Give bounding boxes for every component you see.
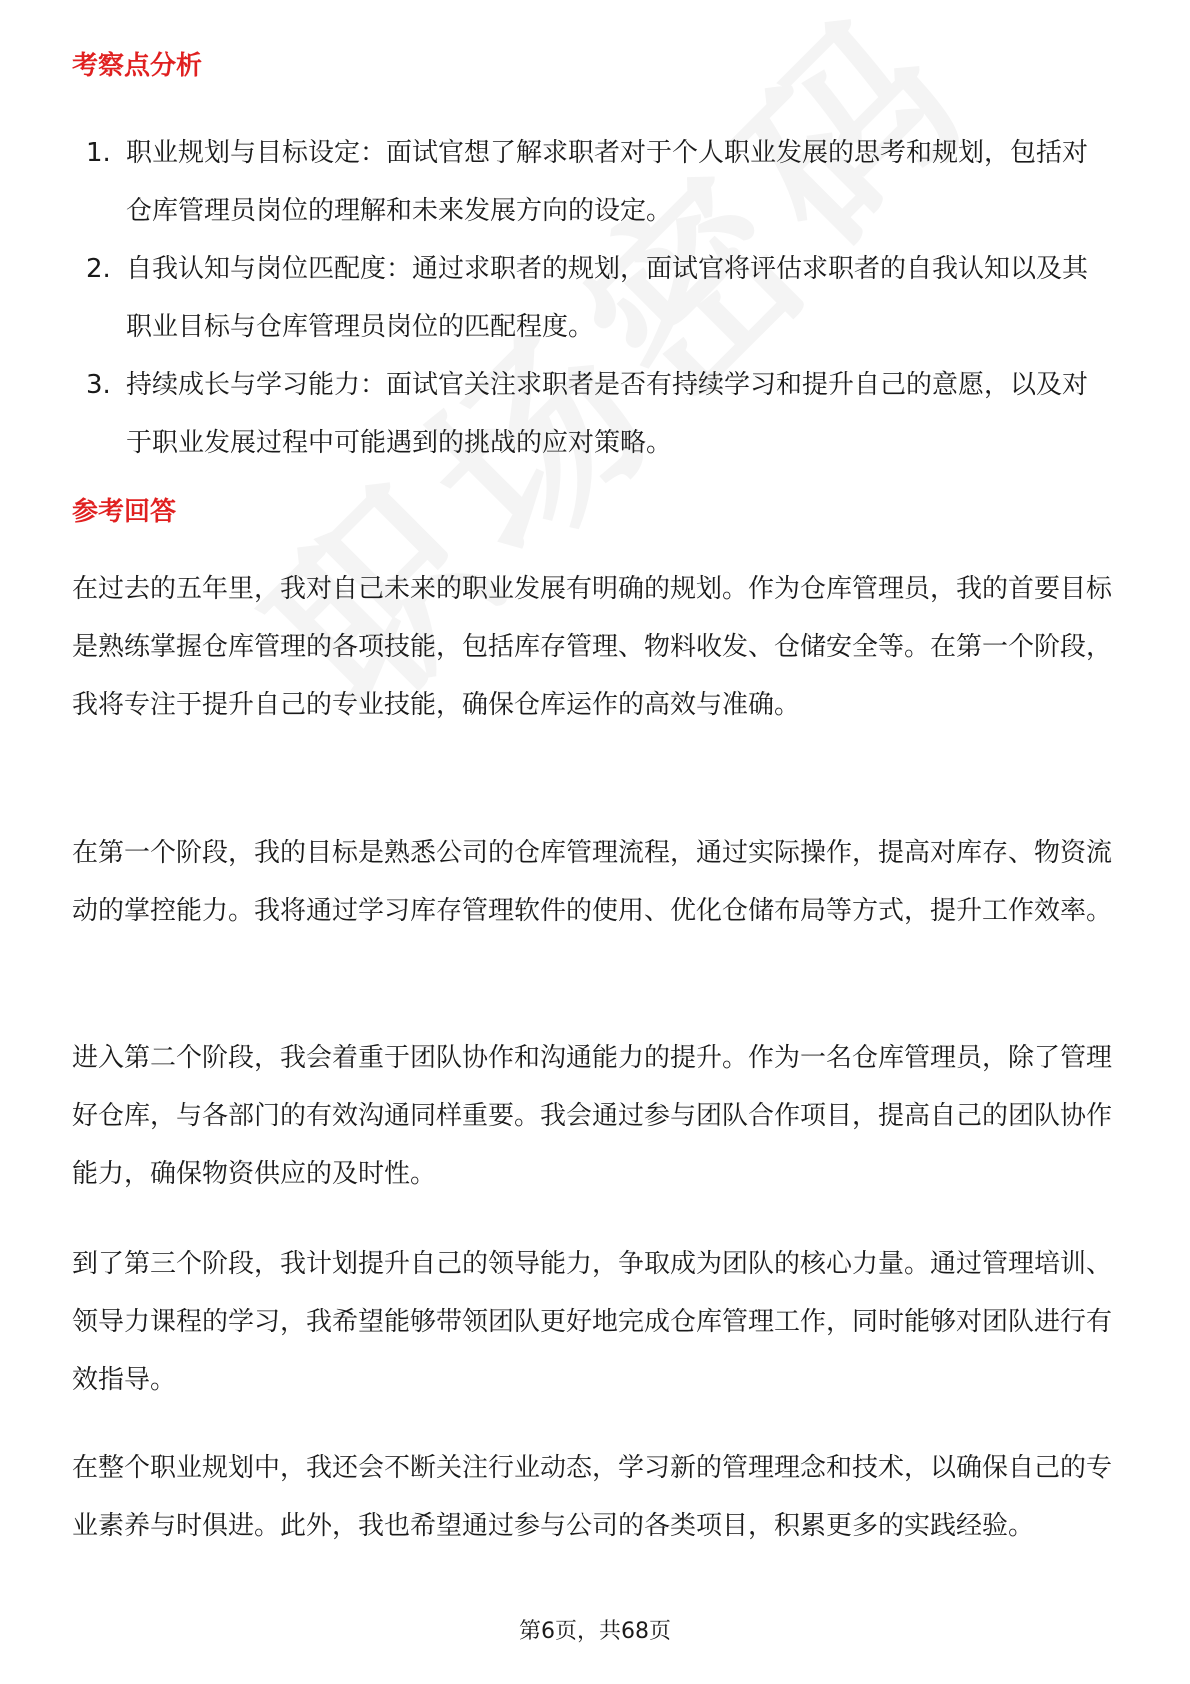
- analysis-item-text: 持续成长与学习能力：面试官关注求职者是否有持续学习和提升自己的意愿，以及对于职业发展过程中可能遇到的挑战的应对策略。: [126, 370, 1089, 458]
- analysis-heading: 考察点分析: [72, 51, 203, 81]
- list-number: 1.: [86, 138, 111, 168]
- page-number: 第6页，共68页: [519, 1619, 671, 1644]
- analysis-item-3: [72, 356, 1112, 472]
- list-number: 2.: [86, 254, 111, 284]
- analysis-item-text: 职业规划与目标设定：面试官想了解求职者对于个人职业发展的思考和规划，包括对仓库管理员岗位的理解和未来发展方向的设定。: [126, 138, 1089, 226]
- answer-paragraph-2: 在第一个阶段，我的目标是熟悉公司的仓库管理流程，通过实际操作，提高对库存、物资流动的掌控能力。我将通过学习库存管理软件的使用、优化仓储布局等方式，提升工作效率。: [72, 838, 1113, 926]
- answer-paragraph-1: 在过去的五年里，我对自己未来的职业发展有明确的规划。作为仓库管理员，我的首要目标是熟练掌握仓库管理的各项技能，包括库存管理、物料收发、仓储安全等。在第一个阶段，我将专注于提升自己的专业技能，确保仓库运作的高效与准确。: [72, 574, 1113, 720]
- answer-heading: 参考回答: [72, 497, 177, 527]
- list-number: 3.: [86, 370, 111, 400]
- analysis-item-1: [72, 124, 1112, 240]
- answer-paragraph-5: 在整个职业规划中，我还会不断关注行业动态，学习新的管理理念和技术，以确保自己的专业素养与时俱进。此外，我也希望通过参与公司的各类项目，积累更多的实践经验。: [72, 1453, 1113, 1541]
- answer-paragraph-3: 进入第二个阶段，我会着重于团队协作和沟通能力的提升。作为一名仓库管理员，除了管理好仓库，与各部门的有效沟通同样重要。我会通过参与团队合作项目，提高自己的团队协作能力，确保物资供应的及时性。: [72, 1043, 1113, 1189]
- analysis-item-2: [72, 240, 1112, 356]
- analysis-list: [72, 124, 1112, 472]
- answer-paragraph-4: 到了第三个阶段，我计划提升自己的领导能力，争取成为团队的核心力量。通过管理培训、领导力课程的学习，我希望能够带领团队更好地完成仓库管理工作，同时能够对团队进行有效指导。: [72, 1249, 1113, 1395]
- analysis-item-text: 自我认知与岗位匹配度：通过求职者的规划，面试官将评估求职者的自我认知以及其职业目标与仓库管理员岗位的匹配程度。: [126, 254, 1089, 342]
